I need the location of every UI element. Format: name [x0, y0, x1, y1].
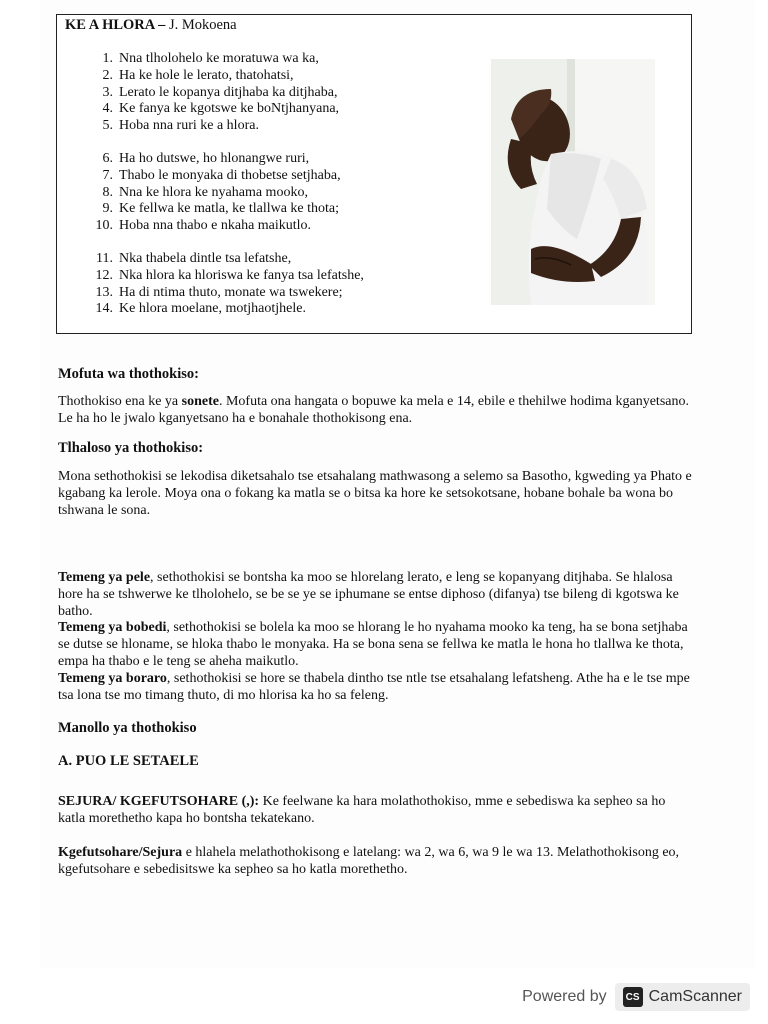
paragraph-temeng [58, 570, 696, 704]
poem-line [87, 285, 364, 302]
poem-line [87, 168, 341, 185]
line-number: 3. [102, 84, 113, 100]
poem-stanza-2 [87, 151, 341, 235]
poem-line [87, 218, 341, 235]
line-number: 8. [102, 184, 113, 200]
text-span: . Mofuta ona hangata o bopuwe ka mela e 14, ebile e thehilwe hodima kganyetsano. Le ha ho le jwalo kganyetsano ha e bonahale thothokisong ena. [58, 394, 689, 426]
sad-man-photo [491, 59, 655, 305]
line-text: Nna tlholohelo ke moratuwa wa ka, [119, 51, 319, 66]
line-text: Lerato le kopanya ditjhaba ka ditjhaba, [119, 84, 338, 100]
heading-mofuta: Mofuta wa thothokiso: [58, 366, 199, 382]
text-bold: Kgefutsohare/Sejura [58, 845, 183, 860]
line-number: 9. [102, 201, 113, 217]
line-number: 10. [95, 218, 113, 234]
poem-stanza-1 [87, 51, 339, 135]
text-bold: Temeng ya pele [58, 570, 151, 585]
line-text: Hoba nna ruri ke a hlora. [119, 118, 259, 134]
heading-puo: A. PUO LE SETAELE [58, 753, 199, 769]
line-number: 2. [102, 67, 113, 83]
text-span: , sethothokisi se bontsha ka moo se hlorelang lerato, e leng se kopanyang ditjhaba. Se hlalosa hore ha se tshwerwe ke tlholohelo, se be se ye se iphumane se entse diphoso (difanya) tse bileng di kgotswa ke batho. [58, 570, 679, 619]
paragraph-mofuta [58, 394, 696, 428]
line-number: 12. [95, 267, 113, 283]
line-text: Hoba nna thabo e nkaha maikutlo. [119, 218, 312, 234]
poem-line [87, 101, 339, 118]
heading-tlhaloso: Tlhaloso ya thothokiso: [58, 440, 204, 456]
camscanner-footer [522, 982, 750, 1012]
line-text: Ke fellwa ke matla, ke tlallwa ke thota; [119, 201, 340, 217]
line-number: 4. [102, 101, 113, 117]
poem-author: J. Mokoena [165, 17, 237, 33]
poem-line [87, 118, 339, 135]
poem-line [87, 301, 364, 318]
line-text: Ha di ntima thuto, monate wa tswekere; [119, 284, 343, 300]
camscanner-brand: CamScanner [648, 988, 742, 1005]
text-bold: Temeng ya boraro [58, 670, 167, 686]
poem-title [65, 17, 237, 34]
poem-box [56, 14, 692, 334]
poem-stanza-3 [87, 251, 364, 318]
poem-line [87, 51, 339, 68]
text-span: e hlahela melathothokisong e latelang: wa 2, wa 6, wa 9 le wa 13. Melathothokisong eo, kgefutsohare e sebedisitswe ka sepheo sa ho katla morethetho. [58, 845, 680, 877]
line-number: 11. [96, 251, 113, 266]
poem-line [87, 251, 364, 268]
poem-line [87, 151, 341, 168]
line-text: Nka hlora ka hloriswa ke fanya tsa lefatshe, [119, 267, 364, 283]
line-text: Ha ho dutswe, ho hlonangwe ruri, [119, 151, 310, 166]
text-span: Mona sethothokisi se lekodisa diketsahalo tse etsahalang mathwasong a selemo sa Basotho, kgweding ya Phato e kgabang ka lerole. Moya ona o fokang ka matla se o bitsa ka hore ke setsokotsane, hobane bohale ba wona bo tshwana le sona. [58, 469, 692, 518]
text-span: , sethothokisi se bolela ka moo se hlorang le ho nyahama mooko ka teng, ha se bona setjhaba se dutse se hloname, se hloka thabo le monyaka. Ha se bona sena se fellwa ke matla le hona ho tlallwa ke thota, empa ha thabo e le teng se aheha maikutlo. [58, 620, 688, 669]
line-text: Nna ke hlora ke nyahama mooko, [119, 184, 308, 200]
camscanner-logo-icon: CS [623, 987, 643, 1007]
camscanner-badge [615, 983, 750, 1011]
line-text: Ke fanya ke kgotswe ke boNtjhanyana, [119, 101, 340, 117]
text-span: Thothokiso ena ke ya [58, 394, 182, 409]
paragraph-sejura [58, 794, 696, 828]
paragraph-kgefutso [58, 845, 696, 879]
line-text: Ke hlora moelane, motjhaotjhele. [119, 301, 306, 317]
line-number: 14. [95, 301, 113, 317]
poem-line [87, 268, 364, 285]
poem-line [87, 185, 341, 202]
line-text: Thabo le monyaka di thobetse setjhaba, [119, 167, 341, 183]
text-span: , sethothokisi se hore se thabela dintho tse ntle tse etsahalang lefatsheng. Athe ha e le tse mpe tsa lona tse mo timang thuto, di mo hlorisa ka ho sa feleng. [58, 670, 690, 703]
poem-line [87, 68, 339, 85]
paragraph-tlhaloso [58, 469, 696, 519]
poem-title-text: KE A HLORA – [65, 17, 166, 33]
line-text: Ha ke hole le lerato, thatohatsi, [119, 67, 294, 83]
poem-line [87, 201, 341, 218]
line-text: Nka thabela dintle tsa lefatshe, [119, 251, 292, 266]
text-bold: sonete [181, 394, 219, 409]
line-number: 1. [102, 51, 113, 66]
poem-line [87, 85, 339, 102]
line-number: 13. [95, 284, 113, 300]
heading-manollo: Manollo ya thothokiso [58, 720, 197, 736]
text-bold: Temeng ya bobedi [58, 620, 167, 636]
text-span: Ke feelwane ka hara molathothokiso, mme e sebediswa ka sepheo sa ho katla morethetho kapa ho bontsha tekatekano. [58, 794, 666, 826]
line-number: 5. [102, 118, 113, 134]
line-number: 6. [102, 151, 113, 166]
line-number: 7. [102, 167, 113, 183]
powered-by-label: Powered by [522, 988, 607, 1005]
text-bold: SEJURA/ KGEFUTSOHARE (,): [58, 794, 260, 809]
